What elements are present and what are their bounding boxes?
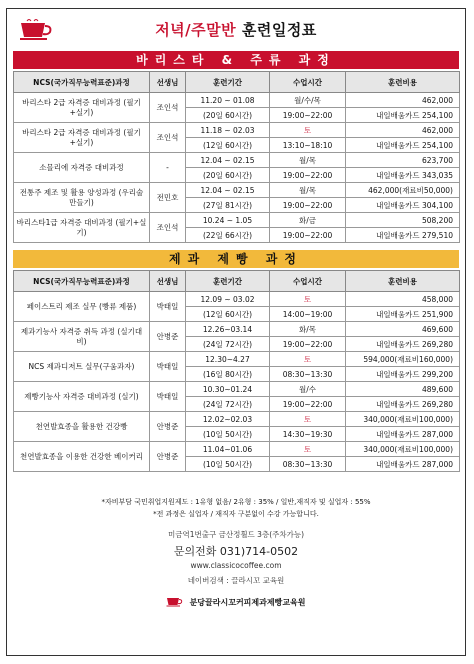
fee: 내일배움카드 279,510 [346,228,460,243]
header-time: 수업시간 [270,271,346,292]
header-time: 수업시간 [270,72,346,93]
table-header-row [14,72,460,93]
barista-table [13,71,460,243]
header-fee: 훈련비용 [346,72,460,93]
fee: 458,000 [346,292,460,307]
class-time: 월/수/목 [270,93,346,108]
footer-note-2: *전 과정은 실업자 / 재직자 구분없이 수강 가능합니다. [153,510,319,518]
period: (24일 72시간) [186,337,270,352]
class-time: 토 [270,123,346,138]
class-time: 13:10~18:10 [270,138,346,153]
table-row [14,213,460,228]
fee: 340,000(재료비100,000) [346,442,460,457]
table-row [14,93,460,108]
table-row [14,442,460,457]
period: (22일 66시간) [186,228,270,243]
fee: 462,000(재료비50,000) [346,183,460,198]
class-time: 19:00~22:00 [270,168,346,183]
period: 12.26~03.14 [186,322,270,337]
period: (16일 80시간) [186,367,270,382]
period: 11.04~01.06 [186,442,270,457]
course-name: 천연발효종을 활용한 건강빵 [14,412,150,442]
table-header-row [14,271,460,292]
website-link[interactable]: www.classicocoffee.com [190,561,282,570]
period: 11.20 ~ 01.08 [186,93,270,108]
fee: 내일배움카드 343,035 [346,168,460,183]
fee: 내일배움카드 304,100 [346,198,460,213]
course-name: 바리스타 2급 자격증 대비과정 (필기+실기) [14,123,150,153]
course-name: 소믈리에 자격증 대비과정 [14,153,150,183]
class-time: 화/목 [270,322,346,337]
brand-name: 분당끌라시꼬커피제과제빵교육원 [189,598,306,607]
period: 12.30~4.27 [186,352,270,367]
title-prefix: 저녁/주말반 [155,21,237,39]
period: 10.24 ~ 1.05 [186,213,270,228]
period: (12일 60시간) [186,307,270,322]
table-row [14,322,460,337]
header-period: 훈련기간 [186,72,270,93]
fee: 469,600 [346,322,460,337]
class-time: 19:00~22:00 [270,228,346,243]
bakery-table [13,270,460,472]
fee: 내일배움카드 254,100 [346,108,460,123]
period: 10.30~01.24 [186,382,270,397]
class-time: 19:00~22:00 [270,108,346,123]
fee: 340,000(재료비100,000) [346,412,460,427]
course-name: 바리스타1급 자격증 대비과정 (필기+실기) [14,213,150,243]
class-time: 토 [270,292,346,307]
course-name: 페이스트리 제조 실무 (빵류 제품) [14,292,150,322]
class-time: 토 [270,442,346,457]
fee: 내일배움카드 254,100 [346,138,460,153]
header-teacher: 선생님 [150,72,186,93]
class-time: 월/목 [270,153,346,168]
period: 12.02~02.03 [186,412,270,427]
header-teacher: 선생님 [150,271,186,292]
class-time: 토 [270,352,346,367]
table-row [14,123,460,138]
fee: 462,000 [346,93,460,108]
address: 미금역1번출구 금산정휠드 3층(주차가능) [167,530,305,539]
fee: 489,600 [346,382,460,397]
course-name: 제빵기능사 자격증 대비과정 (실기) [14,382,150,412]
teacher: 안병준 [150,412,186,442]
barista-section-header: 바리스타 & 주류 과정 [13,51,459,69]
page-title [7,19,465,40]
teacher: 조인석 [150,93,186,123]
table-row [14,412,460,427]
period: 12.04 ~ 02.15 [186,183,270,198]
naver-search: 네이버검색 : 끌라시꼬 교육원 [187,576,285,585]
coffee-cup-icon [166,595,184,607]
class-time: 19:00~22:00 [270,397,346,412]
title-suffix: 훈련일정표 [236,21,317,39]
header-period: 훈련기간 [186,271,270,292]
fee: 내일배움카드 299,200 [346,367,460,382]
course-name: 전통주 제조 및 활용 양성과정 (우리술 만들기) [14,183,150,213]
class-time: 토 [270,412,346,427]
class-time: 08:30~13:30 [270,457,346,472]
class-time: 19:00~22:00 [270,198,346,213]
class-time: 월/목 [270,183,346,198]
class-time: 월/수 [270,382,346,397]
phone: 문의전화 031)714-0502 [173,545,299,558]
period: (12일 60시간) [186,138,270,153]
table-row [14,183,460,198]
period: 11.18 ~ 02.03 [186,123,270,138]
period: (20일 60시간) [186,168,270,183]
teacher: 박태일 [150,292,186,322]
fee: 내일배움카드 251,900 [346,307,460,322]
fee: 내일배움카드 269,280 [346,397,460,412]
header [7,9,465,49]
class-time: 화/금 [270,213,346,228]
fee: 594,000(재료비160,000) [346,352,460,367]
table-row [14,382,460,397]
class-time: 14:00~19:00 [270,307,346,322]
schedule-frame [6,8,466,656]
period: (10일 50시간) [186,427,270,442]
bakery-section-header: 제과 제빵 과정 [13,250,459,268]
teacher: 안병준 [150,442,186,472]
period: (10일 50시간) [186,457,270,472]
class-time: 08:30~13:30 [270,367,346,382]
class-time: 19:00~22:00 [270,337,346,352]
fee: 508,200 [346,213,460,228]
teacher: 조인석 [150,213,186,243]
course-name: NCS 제과디저트 실무(구움과자) [14,352,150,382]
teacher: 박태일 [150,382,186,412]
teacher: 조인석 [150,123,186,153]
fee: 내일배움카드 287,000 [346,427,460,442]
period: (27일 81시간) [186,198,270,213]
fee: 내일배움카드 287,000 [346,457,460,472]
period: (20일 60시간) [186,108,270,123]
table-row [14,292,460,307]
header-course: NCS(국가직무능력표준)과정 [14,72,150,93]
footer-note-1: *자비부담 국민취업지원제도 : 1유형 없음/ 2유형 : 35% / 일반,재직자 및 실업자 : 55% [101,498,371,506]
period: 12.09 ~ 03.02 [186,292,270,307]
period: (24일 72시간) [186,397,270,412]
fee: 462,000 [346,123,460,138]
course-name: 바리스타 2급 자격증 대비과정 (필기+실기) [14,93,150,123]
fee: 내일배움카드 269,280 [346,337,460,352]
teacher: - [150,153,186,183]
header-fee: 훈련비용 [346,271,460,292]
header-course: NCS(국가직무능력표준)과정 [14,271,150,292]
teacher: 박태일 [150,352,186,382]
fee: 623,700 [346,153,460,168]
brand-row [7,590,465,609]
table-row [14,352,460,367]
period: 12.04 ~ 02.15 [186,153,270,168]
teacher: 전민호 [150,183,186,213]
course-name: 천연발효종을 이용한 건강한 베이커리 [14,442,150,472]
table-row [14,153,460,168]
class-time: 14:30~19:30 [270,427,346,442]
teacher: 안병준 [150,322,186,352]
course-name: 제과기능사 자격증 취득 과정 (실기대비) [14,322,150,352]
